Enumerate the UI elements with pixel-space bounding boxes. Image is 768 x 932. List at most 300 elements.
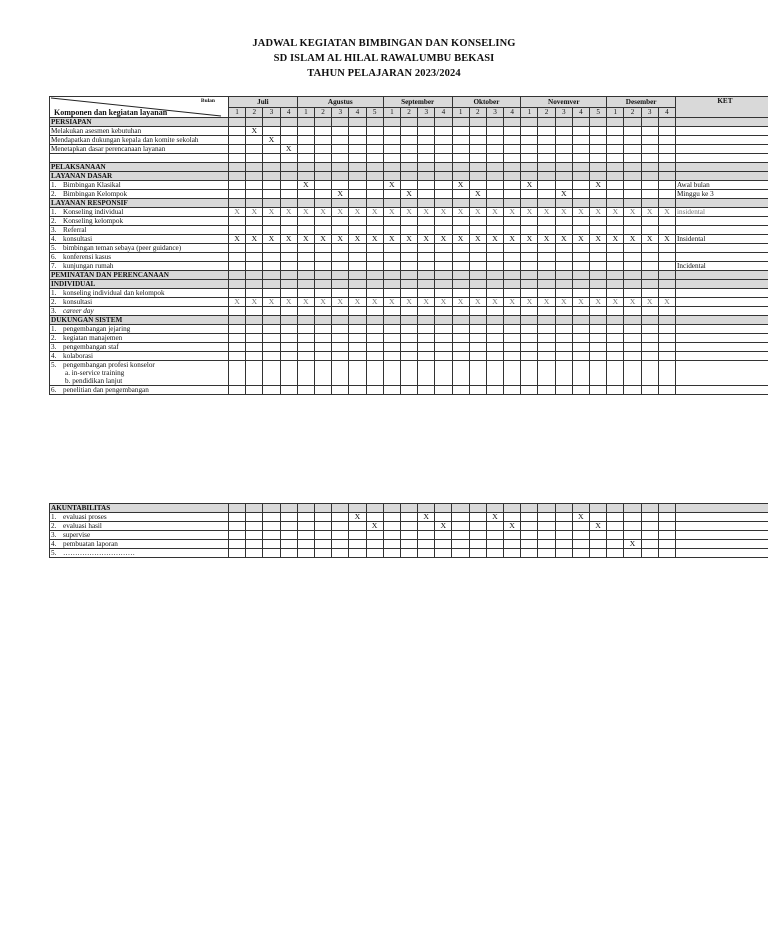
week-cell: [538, 154, 555, 163]
week-number: 4: [280, 107, 297, 118]
week-cell: [452, 163, 469, 172]
table-row: [50, 513, 768, 522]
week-cell: [590, 361, 607, 386]
week-cell: [246, 325, 263, 334]
week-cell: [332, 307, 349, 316]
schedule-mark: X: [486, 208, 503, 217]
week-cell: [504, 540, 521, 549]
week-cell: [469, 118, 486, 127]
week-cell: [400, 352, 417, 361]
document-title: [0, 36, 768, 81]
week-cell: [246, 343, 263, 352]
week-cell: [418, 307, 435, 316]
week-cell: [504, 262, 521, 271]
ket-cell: [676, 307, 768, 316]
week-cell: [590, 386, 607, 395]
week-cell: [521, 334, 538, 343]
week-cell: [469, 244, 486, 253]
table-row: [50, 531, 768, 540]
item-text: pengembangan profesi konselor: [63, 361, 155, 369]
ket-cell: [676, 118, 768, 127]
week-cell: [263, 386, 280, 395]
week-cell: [246, 289, 263, 298]
week-cell: [624, 549, 641, 558]
week-cell: [383, 127, 400, 136]
schedule-mark: X: [349, 513, 366, 522]
week-cell: [314, 118, 331, 127]
week-cell: [332, 226, 349, 235]
week-cell: [314, 334, 331, 343]
schedule-mark: X: [418, 235, 435, 244]
table-row: [50, 154, 768, 163]
week-cell: [469, 271, 486, 280]
week-cell: [607, 316, 624, 325]
week-cell: [572, 549, 589, 558]
schedule-mark: X: [469, 208, 486, 217]
item-text: …………………………: [63, 549, 135, 557]
item-number: 4.: [51, 352, 57, 360]
week-cell: [349, 280, 366, 289]
schedule-mark: X: [572, 208, 589, 217]
week-cell: [521, 522, 538, 531]
week-cell: [555, 118, 572, 127]
week-cell: [452, 217, 469, 226]
week-cell: [452, 199, 469, 208]
section-row: [50, 280, 768, 289]
schedule-mark: X: [658, 208, 675, 217]
week-cell: [607, 136, 624, 145]
week-cell: [452, 325, 469, 334]
week-cell: [229, 549, 246, 558]
ket-cell: [675, 531, 768, 540]
week-cell: [332, 513, 349, 522]
week-number: 3: [555, 107, 572, 118]
section-label: PELAKSANAAN: [50, 163, 229, 172]
week-cell: [366, 325, 383, 334]
week-cell: [624, 163, 641, 172]
week-cell: [555, 549, 572, 558]
week-cell: [641, 181, 658, 190]
week-cell: [435, 190, 452, 199]
week-cell: [229, 531, 246, 540]
week-cell: [400, 540, 417, 549]
activity-label: [50, 235, 229, 244]
week-cell: [400, 531, 417, 540]
week-cell: [486, 343, 503, 352]
week-cell: [383, 386, 400, 395]
week-cell: [435, 334, 452, 343]
ket-cell: insidental: [676, 208, 768, 217]
table-row: [50, 145, 768, 154]
item-text: Melakukan asesmen kebutuhan: [51, 127, 142, 135]
week-cell: [263, 316, 280, 325]
activity-label: [50, 513, 229, 522]
table-row: [50, 253, 768, 262]
week-cell: [607, 386, 624, 395]
week-cell: [280, 531, 297, 540]
week-cell: [555, 154, 572, 163]
week-cell: [263, 280, 280, 289]
week-cell: [349, 271, 366, 280]
week-cell: [607, 172, 624, 181]
week-cell: [538, 253, 555, 262]
ket-cell: [676, 172, 768, 181]
week-cell: [504, 280, 521, 289]
week-cell: [280, 540, 297, 549]
week-cell: [452, 145, 469, 154]
week-cell: [538, 280, 555, 289]
week-cell: [418, 199, 435, 208]
week-cell: [590, 127, 607, 136]
week-cell: [366, 199, 383, 208]
week-cell: [435, 217, 452, 226]
week-cell: [332, 386, 349, 395]
week-cell: [435, 386, 452, 395]
table-row: [50, 386, 768, 395]
week-cell: [332, 352, 349, 361]
item-text: pembuatan laporan: [63, 540, 118, 548]
week-cell: [435, 118, 452, 127]
week-cell: [314, 154, 331, 163]
week-cell: [624, 154, 641, 163]
ket-cell: Incidental: [676, 262, 768, 271]
week-cell: [263, 145, 280, 154]
week-cell: [607, 289, 624, 298]
week-cell: [314, 386, 331, 395]
week-cell: [229, 154, 246, 163]
week-cell: [229, 226, 246, 235]
table-row: [50, 522, 768, 531]
ket-cell: [676, 127, 768, 136]
schedule-mark: X: [486, 298, 503, 307]
week-cell: [521, 343, 538, 352]
week-cell: [486, 504, 503, 513]
week-cell: [504, 386, 521, 395]
week-cell: [452, 343, 469, 352]
week-cell: [641, 199, 658, 208]
week-cell: [469, 262, 486, 271]
week-cell: [263, 522, 280, 531]
week-number: 1: [607, 107, 624, 118]
item-text: konsultasi: [63, 235, 93, 243]
week-cell: [624, 334, 641, 343]
week-cell: [297, 540, 314, 549]
blank-cell: [50, 154, 229, 163]
week-cell: [246, 522, 263, 531]
schedule-mark: X: [297, 208, 314, 217]
week-cell: [314, 226, 331, 235]
week-cell: [229, 352, 246, 361]
week-cell: [280, 244, 297, 253]
schedule-mark: X: [486, 513, 503, 522]
week-cell: [538, 199, 555, 208]
week-cell: [538, 316, 555, 325]
week-cell: [366, 190, 383, 199]
schedule-mark: X: [538, 298, 555, 307]
schedule-mark: X: [504, 208, 521, 217]
week-cell: [589, 549, 606, 558]
week-cell: [572, 316, 589, 325]
schedule-mark: X: [452, 235, 469, 244]
week-cell: [607, 325, 624, 334]
item-text: kunjungan rumah: [63, 262, 114, 270]
week-cell: [263, 181, 280, 190]
week-cell: [607, 262, 624, 271]
table-row: [50, 226, 768, 235]
week-cell: [263, 154, 280, 163]
item-text: pengembangan jejaring: [63, 325, 131, 333]
week-cell: [366, 289, 383, 298]
week-cell: [349, 531, 366, 540]
schedule-mark: X: [538, 235, 555, 244]
schedule-mark: X: [349, 208, 366, 217]
item-text: konseling individual dan kelompok: [63, 289, 165, 297]
week-cell: [366, 226, 383, 235]
week-cell: [383, 226, 400, 235]
week-cell: [572, 531, 589, 540]
week-cell: [246, 226, 263, 235]
week-cell: [641, 253, 658, 262]
week-cell: [383, 513, 400, 522]
ket-cell: [676, 343, 768, 352]
week-cell: [486, 361, 503, 386]
week-cell: [280, 226, 297, 235]
week-cell: [641, 127, 658, 136]
week-cell: [504, 127, 521, 136]
schedule-mark: X: [555, 235, 572, 244]
week-cell: [658, 352, 675, 361]
week-number: 1: [297, 107, 314, 118]
week-cell: [366, 118, 383, 127]
schedule-mark: X: [297, 181, 314, 190]
activity-label: [50, 253, 229, 262]
schedule-mark: X: [624, 298, 641, 307]
item-number: 1.: [51, 181, 57, 189]
week-cell: [246, 181, 263, 190]
week-cell: [297, 163, 314, 172]
week-cell: [590, 145, 607, 154]
week-cell: [349, 253, 366, 262]
table-row: [50, 217, 768, 226]
schedule-mark: X: [624, 540, 641, 549]
week-cell: [658, 181, 675, 190]
week-cell: [314, 136, 331, 145]
week-cell: [658, 145, 675, 154]
week-cell: [280, 504, 297, 513]
week-cell: [658, 172, 675, 181]
week-cell: [435, 199, 452, 208]
schedule-mark: X: [383, 181, 400, 190]
week-cell: [538, 271, 555, 280]
week-cell: [641, 190, 658, 199]
week-cell: [314, 361, 331, 386]
item-text: konferensi kasus: [63, 253, 112, 261]
activity-label: [50, 226, 229, 235]
week-cell: [435, 271, 452, 280]
week-cell: [607, 334, 624, 343]
schedule-mark: X: [297, 298, 314, 307]
week-cell: [624, 118, 641, 127]
week-cell: [469, 513, 486, 522]
week-cell: [504, 307, 521, 316]
week-cell: [641, 172, 658, 181]
week-cell: [366, 307, 383, 316]
week-cell: [366, 386, 383, 395]
week-cell: [246, 316, 263, 325]
table-row: [50, 352, 768, 361]
schedule-mark: X: [400, 208, 417, 217]
week-cell: [538, 361, 555, 386]
week-cell: [486, 244, 503, 253]
activity-label: [50, 262, 229, 271]
week-cell: [469, 154, 486, 163]
activity-label: [50, 244, 229, 253]
week-cell: [641, 352, 658, 361]
week-cell: [607, 343, 624, 352]
week-cell: [521, 199, 538, 208]
week-cell: [572, 352, 589, 361]
week-cell: [589, 531, 606, 540]
week-cell: [418, 504, 435, 513]
week-cell: [263, 504, 280, 513]
week-cell: [486, 307, 503, 316]
week-cell: [572, 271, 589, 280]
week-cell: [572, 325, 589, 334]
week-cell: [658, 154, 675, 163]
week-cell: [624, 190, 641, 199]
week-cell: [641, 118, 658, 127]
week-cell: [366, 513, 383, 522]
week-cell: [641, 154, 658, 163]
schedule-mark: X: [263, 136, 280, 145]
week-cell: [658, 504, 675, 513]
week-cell: [504, 531, 521, 540]
week-cell: [332, 145, 349, 154]
week-cell: [624, 386, 641, 395]
week-cell: [607, 190, 624, 199]
week-cell: [229, 181, 246, 190]
week-cell: [504, 361, 521, 386]
week-number: 4: [504, 107, 521, 118]
month-header: Agustus: [297, 97, 383, 108]
week-cell: [607, 163, 624, 172]
week-cell: [572, 280, 589, 289]
week-cell: [383, 145, 400, 154]
week-cell: [418, 154, 435, 163]
schedule-mark: X: [383, 208, 400, 217]
activity-label: [50, 181, 229, 190]
week-cell: [538, 172, 555, 181]
week-cell: [332, 289, 349, 298]
week-cell: [349, 325, 366, 334]
schedule-mark: X: [641, 298, 658, 307]
activity-label: [50, 549, 229, 558]
week-cell: [555, 226, 572, 235]
week-cell: [607, 199, 624, 208]
schedule-mark: X: [624, 235, 641, 244]
week-cell: [572, 199, 589, 208]
schedule-mark: X: [624, 208, 641, 217]
week-cell: [297, 343, 314, 352]
week-cell: [435, 513, 452, 522]
week-cell: [486, 289, 503, 298]
week-cell: [400, 307, 417, 316]
week-cell: [658, 361, 675, 386]
week-cell: [435, 181, 452, 190]
week-cell: [555, 262, 572, 271]
week-cell: [590, 352, 607, 361]
week-cell: [590, 289, 607, 298]
week-cell: [383, 549, 400, 558]
week-cell: [486, 118, 503, 127]
schedule-mark: X: [229, 298, 246, 307]
week-cell: [658, 522, 675, 531]
week-cell: [229, 386, 246, 395]
schedule-mark: X: [555, 298, 572, 307]
item-text: Konseling individual: [63, 208, 124, 216]
week-cell: [314, 190, 331, 199]
week-cell: [400, 253, 417, 262]
week-cell: [469, 307, 486, 316]
week-cell: [452, 549, 469, 558]
week-cell: [590, 325, 607, 334]
week-cell: [280, 199, 297, 208]
week-cell: [349, 504, 366, 513]
week-cell: [486, 522, 503, 531]
week-cell: [400, 334, 417, 343]
week-cell: [418, 386, 435, 395]
week-cell: [418, 181, 435, 190]
week-cell: [504, 352, 521, 361]
corner-header: [50, 97, 229, 118]
week-cell: [572, 127, 589, 136]
ket-cell: [676, 289, 768, 298]
week-cell: [538, 540, 555, 549]
week-cell: [435, 307, 452, 316]
week-cell: [418, 325, 435, 334]
ket-cell: [676, 226, 768, 235]
week-cell: [297, 352, 314, 361]
activity-label: [50, 217, 229, 226]
week-number: 3: [332, 107, 349, 118]
week-cell: [538, 307, 555, 316]
ket-cell: Insidental: [676, 235, 768, 244]
section-row: [50, 504, 768, 513]
week-cell: [590, 226, 607, 235]
schedule-mark: X: [280, 298, 297, 307]
activity-label: [50, 540, 229, 549]
week-cell: [263, 262, 280, 271]
schedule-mark: X: [297, 235, 314, 244]
week-cell: [400, 217, 417, 226]
week-cell: [263, 549, 280, 558]
week-cell: [504, 217, 521, 226]
week-cell: [383, 271, 400, 280]
week-cell: [435, 226, 452, 235]
week-cell: [572, 262, 589, 271]
week-cell: [486, 540, 503, 549]
item-number: 3.: [51, 343, 57, 351]
week-cell: [297, 531, 314, 540]
week-cell: [246, 136, 263, 145]
week-cell: [314, 289, 331, 298]
week-cell: [521, 352, 538, 361]
week-cell: [607, 253, 624, 262]
schedule-mark: X: [572, 298, 589, 307]
ket-header: KET: [676, 97, 768, 118]
week-cell: [418, 262, 435, 271]
week-cell: [349, 136, 366, 145]
